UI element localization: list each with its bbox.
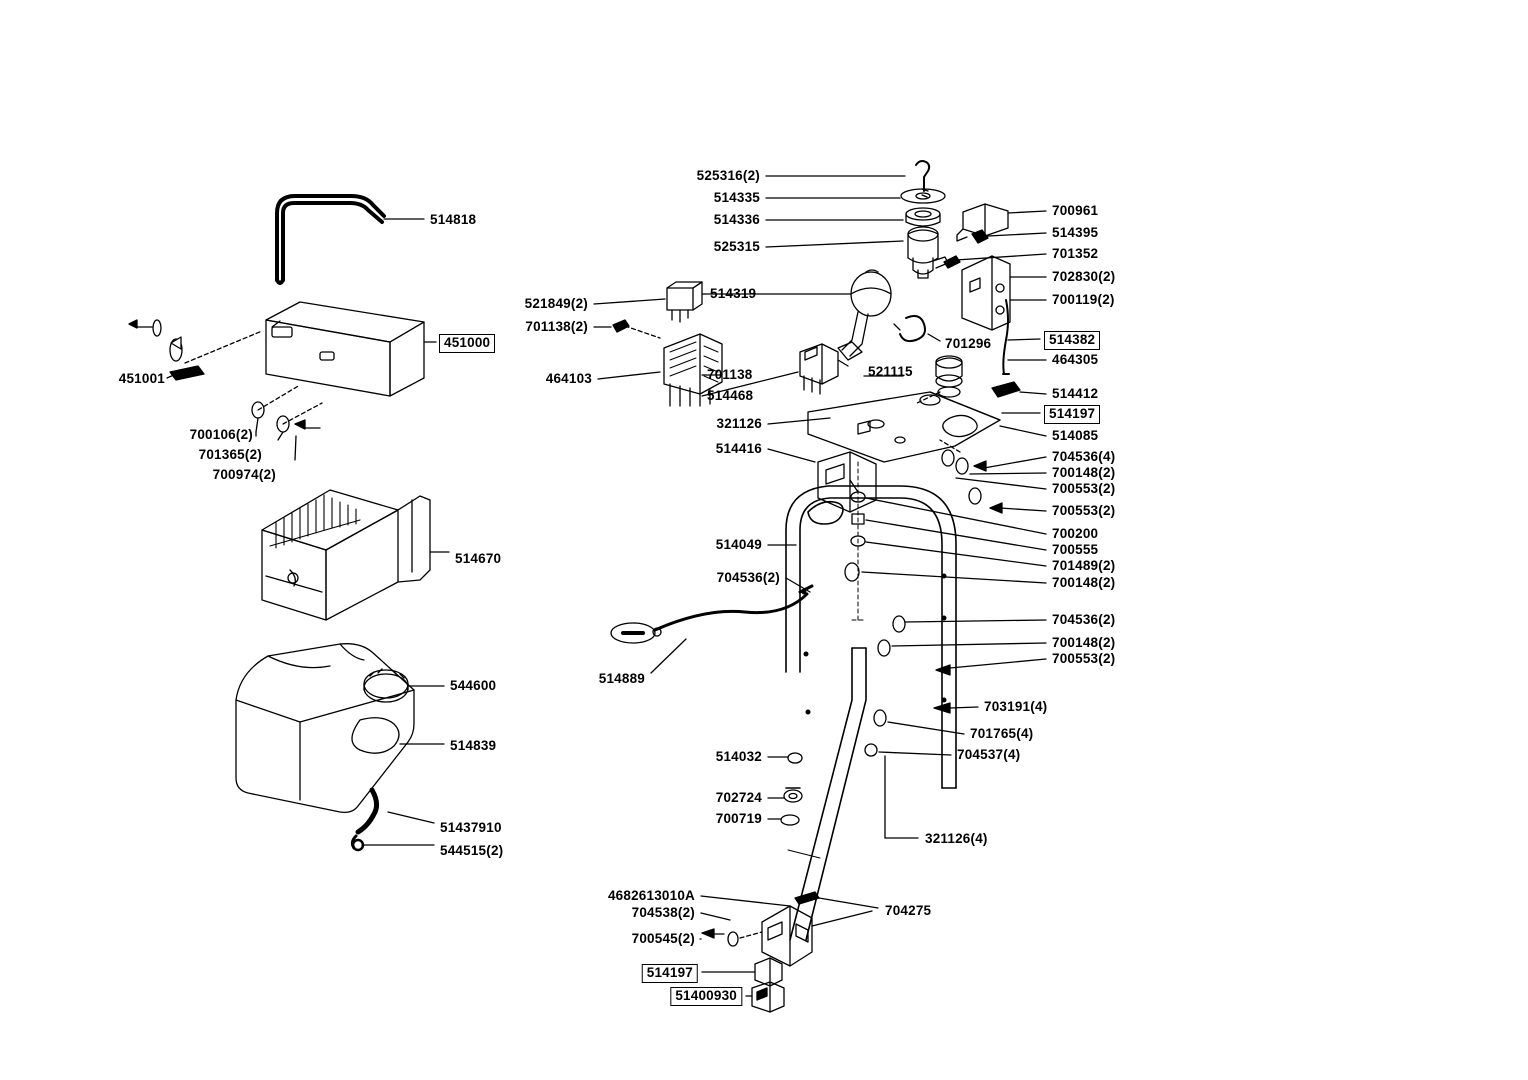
label-321126: 321126 <box>716 416 762 431</box>
label-702830: 702830(2) <box>1052 269 1116 284</box>
fasteners-right-lower <box>878 616 1046 675</box>
label-514468: 514468 <box>707 388 754 403</box>
label-700148-2c: 700148(2) <box>1052 635 1116 650</box>
label-51400930: 51400930 <box>670 987 742 1006</box>
label-701489-2: 701489(2) <box>1052 558 1116 573</box>
part-514670-basket <box>262 490 449 620</box>
label-321126-4: 321126(4) <box>925 831 988 846</box>
label-701365-2: 701365(2) <box>198 447 262 462</box>
part-525315-ignition-switch <box>766 227 948 278</box>
label-544600: 544600 <box>450 678 497 693</box>
label-704275: 704275 <box>885 903 932 918</box>
label-701138: 701138 <box>707 367 753 382</box>
label-701296: 701296 <box>945 336 992 351</box>
label-514197-upper: 514197 <box>1044 405 1100 424</box>
label-704538-2: 704538(2) <box>631 905 695 920</box>
label-700148-2a: 700148(2) <box>1052 465 1116 480</box>
label-702724: 702724 <box>715 790 762 805</box>
label-701352: 701352 <box>1052 246 1099 261</box>
part-514839-fuel-tank <box>236 644 444 850</box>
label-521849-2: 521849(2) <box>524 296 588 311</box>
fasteners-514032-column <box>768 753 802 825</box>
label-700106-2: 700106(2) <box>189 427 253 442</box>
part-702830-bracket <box>962 256 1046 330</box>
label-700553-2b: 700553(2) <box>1052 503 1116 518</box>
part-514412-plug <box>992 382 1046 397</box>
part-514818-wire-handle <box>277 196 424 283</box>
part-701138-screws <box>594 320 660 338</box>
label-704536-2b: 704536(2) <box>716 570 780 585</box>
label-700200: 700200 <box>1052 526 1099 541</box>
label-514085: 514085 <box>1052 428 1099 443</box>
part-514889-cable <box>611 578 812 673</box>
label-700961: 700961 <box>1052 203 1099 218</box>
label-451000: 451000 <box>439 334 495 353</box>
part-521849-relay <box>594 282 705 322</box>
label-514839: 514839 <box>450 738 497 753</box>
label-521115: 521115 <box>868 364 913 379</box>
label-700719: 700719 <box>715 811 762 826</box>
label-514049: 514049 <box>715 537 762 552</box>
label-525316: 525316(2) <box>696 168 760 183</box>
label-703191-4: 703191(4) <box>984 699 1048 714</box>
label-464103: 464103 <box>545 371 592 386</box>
label-704536-2a: 704536(2) <box>1052 612 1116 627</box>
label-514382: 514382 <box>1044 331 1100 350</box>
label-525315: 525315 <box>713 239 760 254</box>
label-700553-2c: 700553(2) <box>1052 651 1116 666</box>
label-514197-lower: 514197 <box>642 964 698 983</box>
fasteners-base <box>700 913 762 946</box>
fasteners-right-upper <box>940 440 1046 513</box>
label-700119: 700119(2) <box>1052 292 1115 307</box>
label-700553-2a: 700553(2) <box>1052 481 1116 496</box>
label-700545-2: 700545(2) <box>631 931 695 946</box>
label-514335: 514335 <box>713 190 760 205</box>
fasteners-bottom-left <box>252 385 322 460</box>
label-704536-4: 704536(4) <box>1052 449 1116 464</box>
label-514032: 514032 <box>715 749 762 764</box>
part-701296-clip <box>894 316 940 341</box>
label-704537-4: 704537(4) <box>957 747 1021 762</box>
part-321126-console-plate <box>768 392 1046 462</box>
part-701352-screw <box>944 254 1046 268</box>
label-701138-2: 701138(2) <box>525 319 588 334</box>
part-451000-battery <box>266 302 436 396</box>
label-700974-2: 700974(2) <box>212 467 276 482</box>
label-514818: 514818 <box>430 212 477 227</box>
label-701765-4: 701765(4) <box>970 726 1034 741</box>
label-514416: 514416 <box>715 441 762 456</box>
label-514412: 514412 <box>1052 386 1099 401</box>
label-700148-2b: 700148(2) <box>1052 575 1116 590</box>
label-51437910: 51437910 <box>440 820 502 835</box>
part-514395-terminal <box>972 230 1046 243</box>
label-700555: 700555 <box>1052 542 1099 557</box>
label-514670: 514670 <box>455 551 502 566</box>
label-4682613010A: 4682613010A <box>607 888 695 903</box>
label-514889: 514889 <box>598 671 645 686</box>
part-514335-washer <box>766 189 945 203</box>
part-514336-nut <box>766 208 940 226</box>
label-514319: 514319 <box>710 286 757 301</box>
label-514395: 514395 <box>1052 225 1099 240</box>
part-514319-motor <box>705 270 891 360</box>
label-544515-2: 544515(2) <box>440 843 504 858</box>
part-4682613010A-base <box>701 892 878 966</box>
label-464305: 464305 <box>1052 352 1099 367</box>
label-451001: 451001 <box>118 371 165 386</box>
label-514336: 514336 <box>713 212 760 227</box>
part-51400930-connector <box>746 982 784 1012</box>
